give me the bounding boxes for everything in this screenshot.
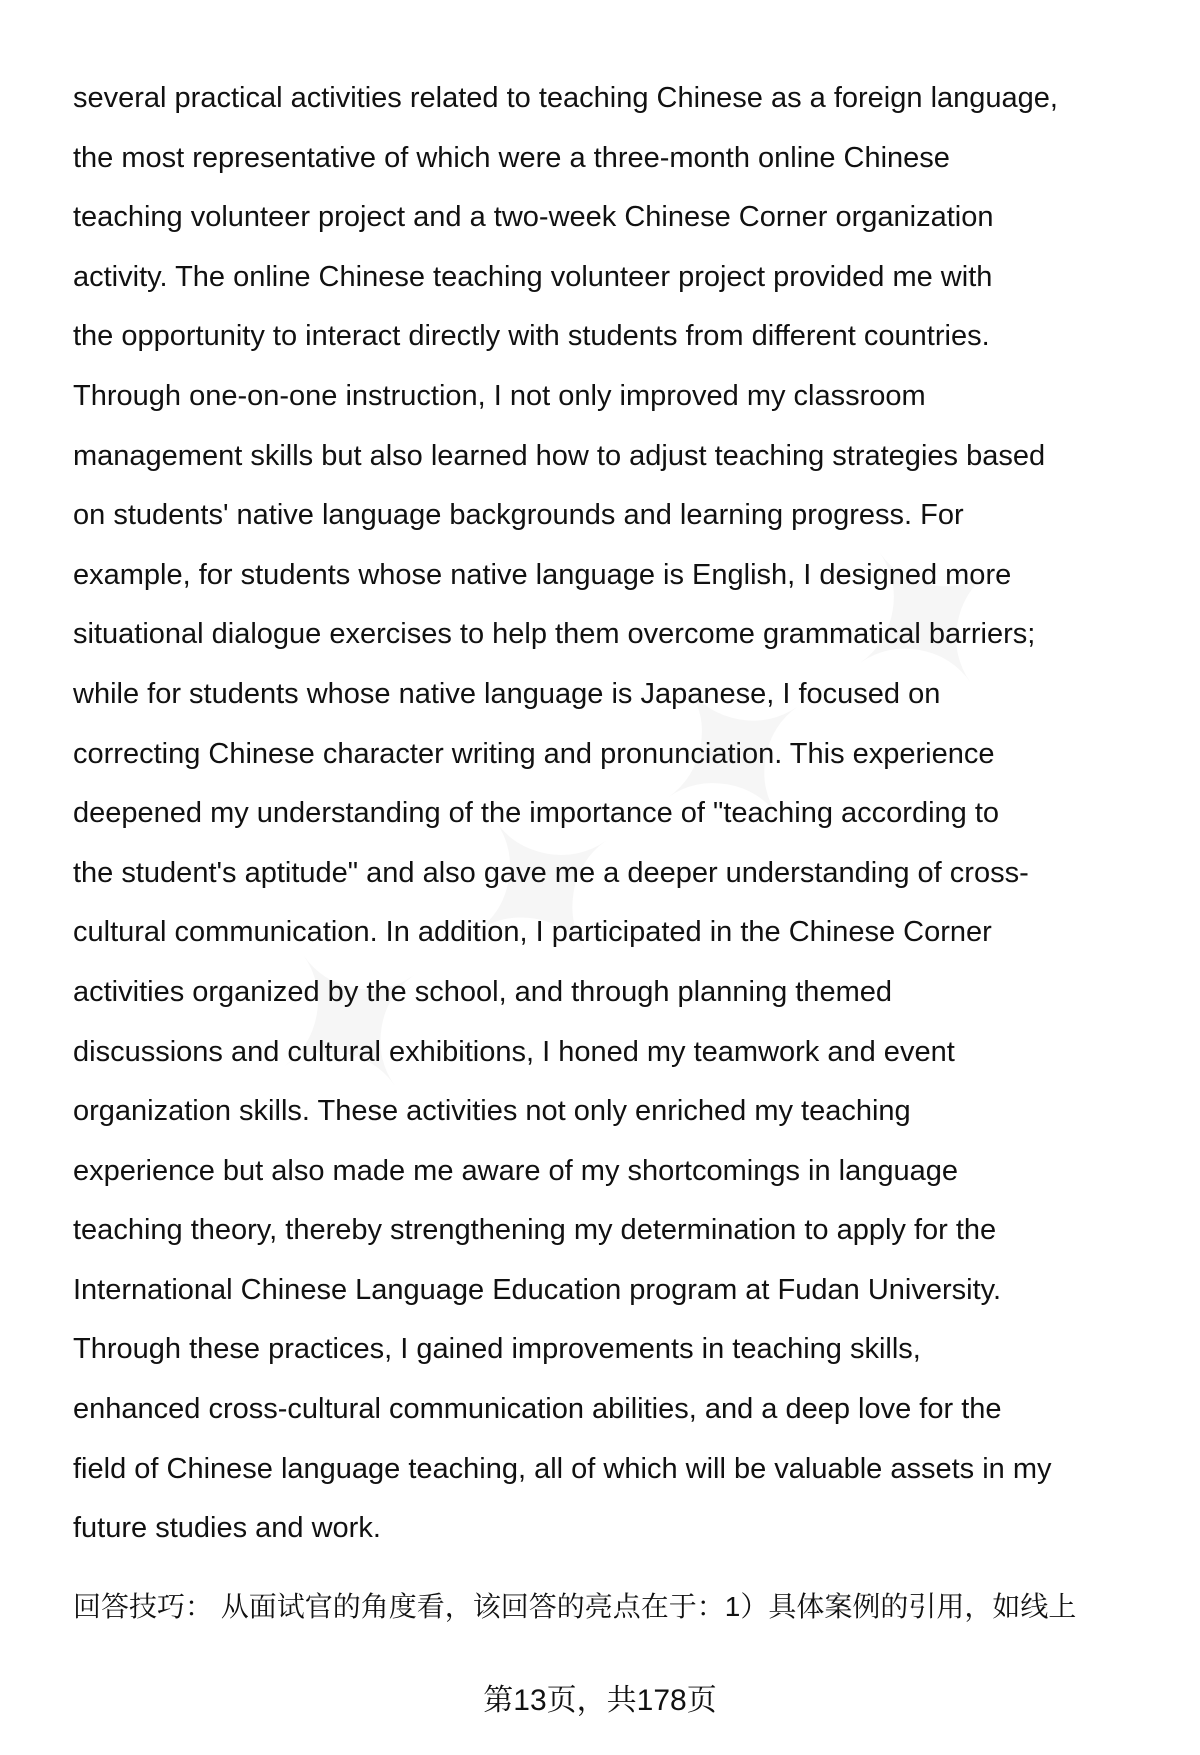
paragraph-line: deepened my understanding of the importance of "teaching according to bbox=[73, 797, 1000, 830]
paragraph-line: cultural communication. In addition, I participated in the Chinese Corner bbox=[73, 916, 992, 949]
paragraph-line: management skills but also learned how to adjust teaching strategies based bbox=[73, 439, 1046, 472]
paragraph-line: organization skills. These activities not only enriched my teaching bbox=[73, 1095, 911, 1128]
answer-tip: 回答技巧： 从面试官的角度看，该回答的亮点在于：1）具体案例的引用，如线上 bbox=[73, 1591, 1077, 1622]
paragraph-line: correcting Chinese character writing and pronunciation. This experience bbox=[73, 737, 995, 770]
paragraph-line: Through one-on-one instruction, I not only improved my classroom bbox=[73, 379, 926, 412]
paragraph-line: the most representative of which were a three-month online Chinese bbox=[73, 141, 950, 174]
paragraph-line: discussions and cultural exhibitions, I honed my teamwork and event bbox=[73, 1035, 955, 1068]
paragraph-line: International Chinese Language Education program at Fudan University. bbox=[73, 1273, 1002, 1306]
paragraph-line: activities organized by the school, and through planning themed bbox=[73, 975, 892, 1008]
paragraph-line: future studies and work. bbox=[73, 1512, 381, 1545]
paragraph-line: experience but also made me aware of my shortcomings in language bbox=[73, 1154, 958, 1187]
paragraph-line: teaching theory, thereby strengthening my determination to apply for the bbox=[73, 1214, 997, 1247]
paragraph-line: activity. The online Chinese teaching volunteer project provided me with bbox=[73, 260, 993, 293]
paragraph-line: field of Chinese language teaching, all of which will be valuable assets in my bbox=[73, 1452, 1052, 1485]
page-footer: 第13页，共178页 bbox=[483, 1684, 717, 1717]
paragraph-line: enhanced cross-cultural communication abilities, and a deep love for the bbox=[73, 1393, 1002, 1426]
answer-paragraph bbox=[73, 69, 1058, 1559]
paragraph-line: teaching volunteer project and a two-week Chinese Corner organization bbox=[73, 201, 994, 234]
paragraph-line: the student's aptitude" and also gave me a deeper understanding of cross- bbox=[73, 856, 1029, 889]
paragraph-line: several practical activities related to teaching Chinese as a foreign language, bbox=[73, 82, 1058, 114]
paragraph-line: on students' native language backgrounds and learning progress. For bbox=[73, 499, 964, 532]
paragraph-line: situational dialogue exercises to help them overcome grammatical barriers; bbox=[73, 618, 1036, 651]
paragraph-line: while for students whose native language is Japanese, I focused on bbox=[73, 677, 941, 710]
paragraph-line: example, for students whose native language is English, I designed more bbox=[73, 558, 1012, 591]
paragraph-line: Through these practices, I gained improvements in teaching skills, bbox=[73, 1333, 921, 1366]
paragraph-line: the opportunity to interact directly with students from different countries. bbox=[73, 320, 990, 353]
